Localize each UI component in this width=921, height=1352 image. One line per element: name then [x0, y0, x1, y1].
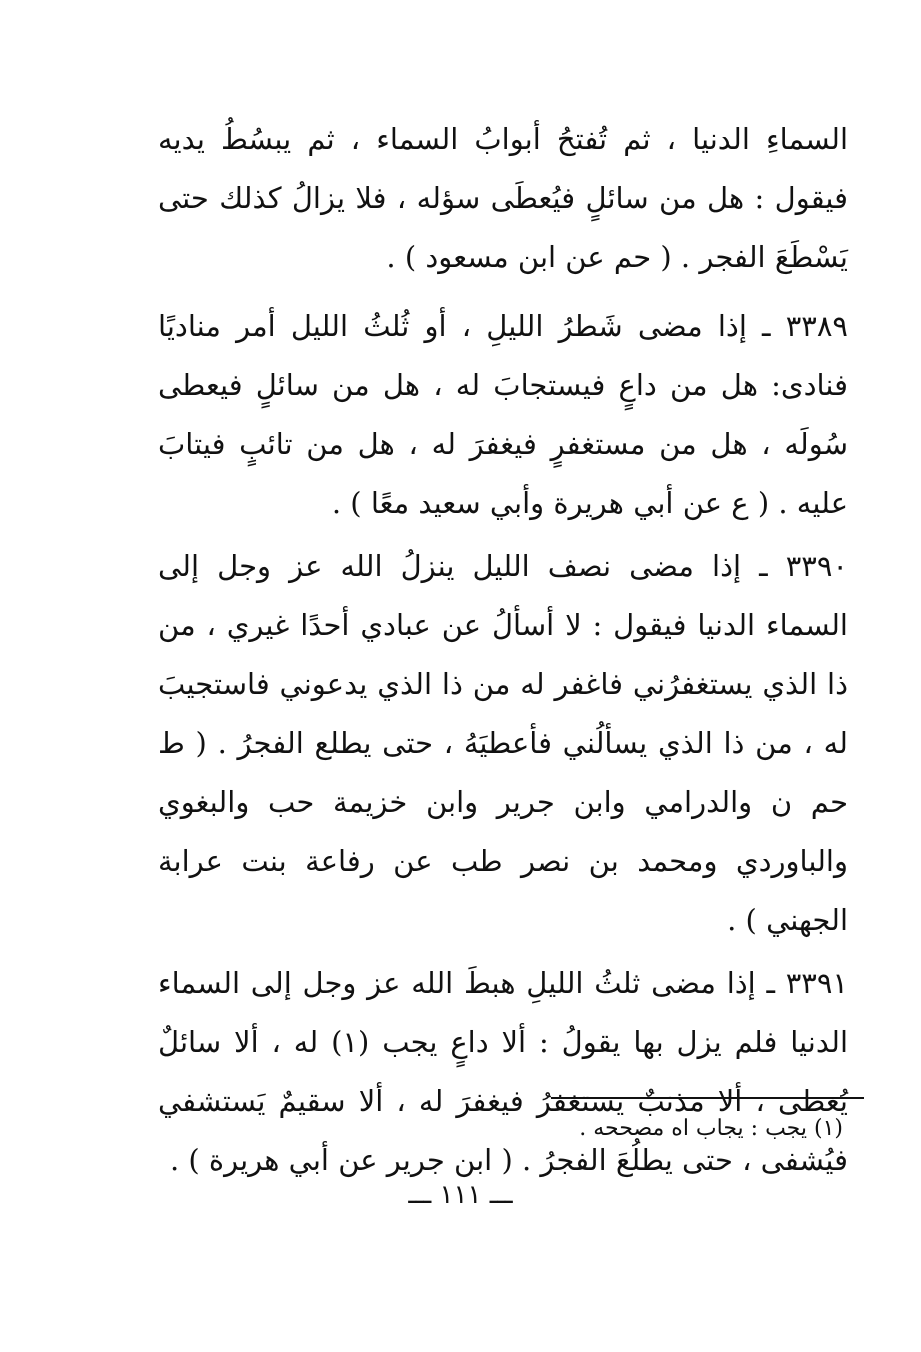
footnote: (١) يجب : يجاب اه مصححه .: [579, 1116, 843, 1141]
hadith-3391: ٣٣٩١ ـ إذا مضى ثلثُ الليلِ هبطَ الله عز وجل إلى السماء الدنيا فلم يزل بها يقولُ : ألا داعٍ يجب (١) له ، ألا سائلٌ يُعطى ، ألا مذنبٌ يستغفرُ فيغفرَ له ، ألا سقيمٌ يَستشفي فيُشفى ، حتى يطلُعَ الفجرُ . ( ابن جرير عن أبي هريرة ) .: [158, 966, 848, 1177]
page-number: ـــ ١١١ ـــ: [408, 1180, 513, 1210]
hadith-3389: ٣٣٨٩ ـ إذا مضى شَطرُ الليلِ ، أو ثُلثُ الليل أمر مناديًا فنادى: هل من داعٍ فيستجابَ له ، هل من سائلٍ فيعطى سُولَه ، هل من مستغفرٍ فيغفرَ له ، هل من تائبٍ فيتابَ عليه . ( ع عن أبي هريرة وأبي سعيد معًا ) .: [158, 309, 848, 520]
main-text: [158, 110, 848, 1190]
hadith-3390: ٣٣٩٠ ـ إذا مضى نصف الليل ينزلُ الله عز وجل إلى السماء الدنيا فيقول : لا أسألُ عن عبادي أحدًا غيري ، من ذا الذي يستغفرُني فاغفر له من ذا الذي يدعوني فاستجيبَ له ، من ذا الذي يسألُني فأعطيَهُ ، حتى يطلع الفجرُ . ( ط حم ن والدرامي وابن جرير وابن خزيمة حب والبغوي والباوردي ومحمد بن نصر طب عن رفاعة بنت عرابة الجهني ) .: [158, 549, 848, 937]
paragraph-continuation: السماءِ الدنيا ، ثم تُفتحُ أبوابُ السماء ، ثم يبسُطُ يديه فيقول : هل من سائلٍ فيُعطَى سؤله ، فلا يزالُ كذلك حتى يَسْطَعَ الفجر . ( حم عن ابن مسعود ) .: [158, 122, 848, 274]
footnote-divider: [551, 1097, 864, 1099]
